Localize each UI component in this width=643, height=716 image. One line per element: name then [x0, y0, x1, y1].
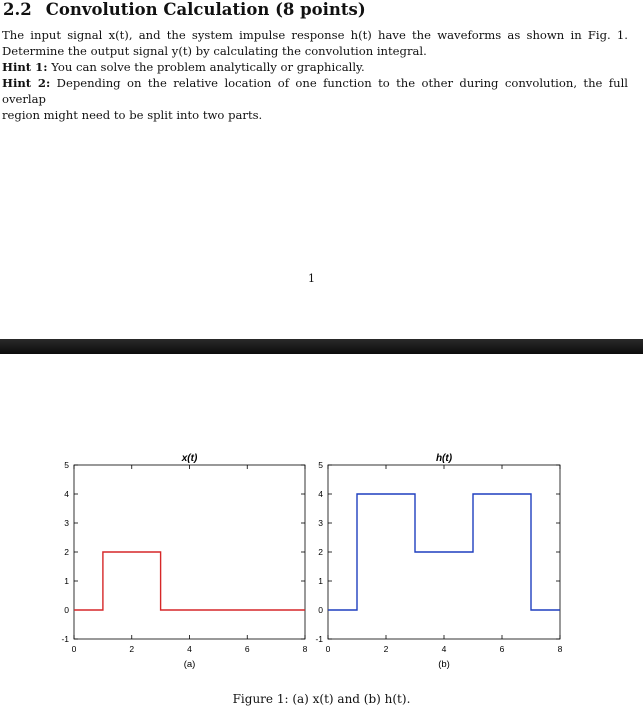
x-tick-label-h: 4 [441, 644, 447, 654]
y-tick-label-h: 2 [318, 547, 323, 557]
chart-sublabel-x: (a) [183, 659, 196, 670]
x-tick-label-x: 8 [302, 644, 308, 654]
hint-2-label: Hint 2: [2, 76, 51, 90]
hint-2 [2, 75, 628, 107]
page-number: 1 [308, 272, 315, 285]
y-tick-label-h: 3 [318, 518, 323, 528]
problem-statement [2, 27, 628, 123]
y-tick-label-x: 0 [64, 605, 69, 615]
chart-sublabel-h: (b) [438, 659, 450, 670]
statement-line-1: The input signal x(t), and the system impulse response h(t) have the waveforms as shown in Fig. 1. [2, 28, 628, 42]
x-tick-label-x: 2 [129, 644, 135, 654]
section-heading [3, 0, 366, 19]
x-tick-label-h: 6 [499, 644, 505, 654]
hint-1 [2, 59, 628, 75]
series-line-x [74, 552, 305, 610]
y-tick-label-x: 4 [64, 489, 69, 499]
figure-caption: Figure 1: (a) x(t) and (b) h(t). [232, 692, 411, 706]
x-tick-label-x: 4 [187, 644, 192, 654]
hint-2-continuation: region might need to be split into two parts. [2, 108, 263, 122]
hint-1-text: You can solve the problem analytically or graphically. [51, 60, 365, 74]
y-tick-label-h: -1 [315, 634, 323, 644]
x-tick-label-x: 0 [71, 644, 77, 654]
page-separator [0, 339, 643, 354]
y-tick-label-x: 3 [64, 518, 69, 528]
y-tick-label-x: 5 [64, 460, 69, 470]
y-tick-label-h: 5 [318, 460, 323, 470]
y-tick-label-h: 4 [318, 489, 323, 499]
hint-1-label: Hint 1: [2, 60, 48, 74]
chart-title-h: h(t) [435, 453, 453, 464]
section-title: Convolution Calculation (8 points) [45, 0, 366, 19]
y-tick-label-x: -1 [61, 634, 69, 644]
chart-title-x: x(t) [181, 453, 198, 464]
section-number: 2.2 [3, 0, 32, 19]
y-tick-label-h: 0 [318, 605, 323, 615]
hint-2-text-a: Depending on the relative location of one function to the other during convolution, the full overlap [2, 76, 628, 106]
y-tick-label-x: 2 [64, 547, 69, 557]
y-tick-label-h: 1 [318, 576, 323, 586]
statement-line-2: Determine the output signal y(t) by calculating the convolution integral. [2, 44, 427, 58]
y-tick-label-x: 1 [64, 576, 69, 586]
figure-1 [0, 440, 643, 716]
series-line-h [328, 494, 560, 610]
x-tick-label-h: 2 [383, 644, 389, 654]
x-tick-label-x: 6 [244, 644, 250, 654]
x-tick-label-h: 8 [557, 644, 563, 654]
x-tick-label-h: 0 [325, 644, 331, 654]
